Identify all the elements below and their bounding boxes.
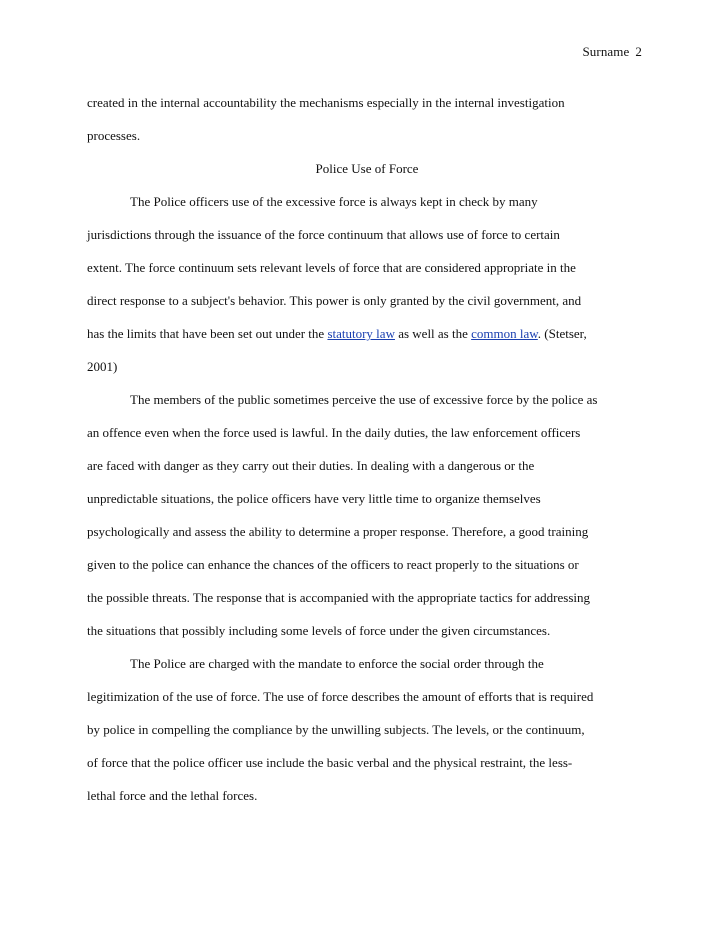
text-line: 2001) — [87, 359, 118, 374]
text-line: the possible threats. The response that is accompanied with the appropriate tactics for addressing — [87, 590, 590, 605]
text-line: lethal force and the lethal forces. — [87, 788, 258, 803]
text-line: of force that the police officer use include the basic verbal and the physical restraint, the less- — [87, 755, 573, 770]
text-line: an offence even when the force used is lawful. In the daily duties, the law enforcement officers — [87, 425, 581, 440]
text-line: created in the internal accountability the mechanisms especially in the internal investigation — [87, 95, 565, 110]
text-line: psychologically and assess the ability to determine a proper response. Therefore, a good training — [87, 524, 589, 539]
header-surname: Surname — [582, 44, 630, 59]
text-line: are faced with danger as they carry out their duties. In dealing with a dangerous or the — [87, 458, 535, 473]
header-page-number: 2 — [635, 44, 642, 59]
paragraph-first-line: The Police officers use of the excessive force is always kept in check by many — [130, 194, 538, 209]
text-line: legitimization of the use of force. The use of force describes the amount of efforts that is required — [87, 689, 594, 704]
common-law-link[interactable]: common law — [471, 326, 538, 341]
text-line: unpredictable situations, the police officers have very little time to organize themselves — [87, 491, 541, 506]
text-line: the situations that possibly including some levels of force under the given circumstances. — [87, 623, 551, 638]
text-line: given to the police can enhance the chances of the officers to react properly to the situations or — [87, 557, 579, 572]
document-body — [87, 86, 647, 812]
text-fragment: has the limits that have been set out under the — [87, 326, 328, 341]
text-line-with-links — [87, 317, 647, 350]
text-fragment: as well as the — [394, 326, 472, 341]
paragraph-first-line: The Police are charged with the mandate to enforce the social order through the — [130, 656, 544, 671]
paragraph-first-line: The members of the public sometimes perceive the use of excessive force by the police as — [130, 392, 598, 407]
page-header — [582, 44, 642, 60]
text-line: by police in compelling the compliance by the unwilling subjects. The levels, or the continuum, — [87, 722, 585, 737]
section-heading: Police Use of Force — [315, 161, 419, 176]
text-line: direct response to a subject's behavior. This power is only granted by the civil government, and — [87, 293, 582, 308]
statutory-law-link[interactable]: statutory law — [327, 326, 395, 341]
text-line: processes. — [87, 128, 141, 143]
text-fragment: . (Stetser, — [537, 326, 587, 341]
text-line: jurisdictions through the issuance of the force continuum that allows use of force to certain — [87, 227, 560, 242]
text-line: extent. The force continuum sets relevant levels of force that are considered appropriate in the — [87, 260, 576, 275]
